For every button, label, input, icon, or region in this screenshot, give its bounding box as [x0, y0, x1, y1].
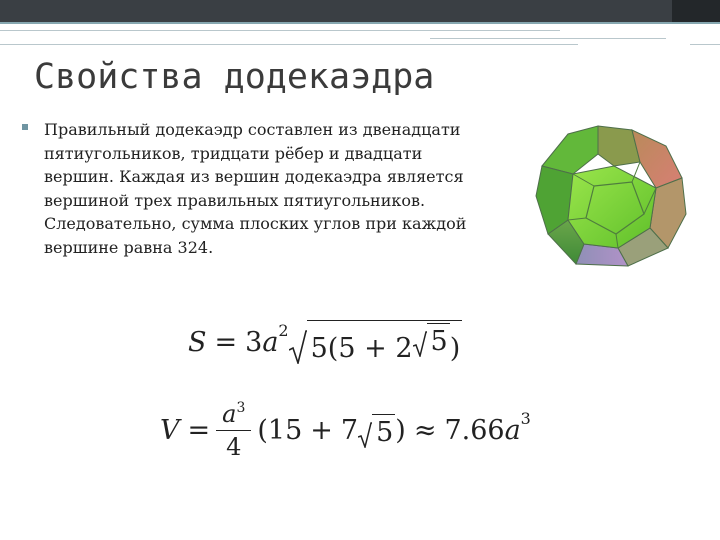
formula-v-num-var: a — [222, 400, 237, 428]
formula-s-lhs: S — [188, 326, 207, 358]
formula-s-sqrt — [289, 320, 463, 364]
formula-s-paren-close: ) — [449, 333, 461, 364]
formula-v-five: 5 — [372, 414, 395, 448]
dodecahedron-image — [528, 116, 694, 276]
bullet-item — [22, 118, 522, 259]
formula-v-paren-close: ) — [395, 415, 406, 446]
formula-v-paren-open: ( — [257, 415, 268, 446]
formula-v-fifteen: 15 — [267, 415, 303, 446]
formula-s-five3: 5 — [427, 323, 450, 357]
formula-s-inner-sqrt — [413, 323, 450, 357]
formula-volume — [160, 400, 531, 461]
formula-v-lhs: V — [160, 415, 180, 446]
decor-line-2 — [430, 38, 666, 39]
formula-v-sqrt — [358, 414, 395, 448]
formula-s-coef: 3 — [245, 326, 263, 358]
formula-s-plus: + — [364, 333, 387, 364]
formula-s-five2: 5 — [338, 333, 356, 364]
formula-s-two: 2 — [395, 333, 413, 364]
top-band-shade — [672, 0, 720, 22]
formula-v-den: 4 — [226, 433, 242, 461]
formula-s-var: a — [262, 326, 279, 358]
formula-v-eq: = — [187, 415, 211, 446]
formula-v-approx: ≈ — [413, 415, 437, 446]
formula-v-fraction — [216, 400, 251, 461]
bullet-marker — [22, 124, 28, 130]
sqrt-sign-icon — [289, 330, 307, 364]
formula-v-plus: + — [310, 415, 333, 446]
sqrt-sign-small-icon — [358, 422, 372, 448]
formula-v-value: 7.66 — [444, 415, 505, 446]
formula-s-exp: 2 — [278, 320, 289, 340]
sqrt-sign-small-icon — [413, 331, 427, 357]
formula-surface — [188, 320, 462, 364]
formula-v-num-exp: 3 — [236, 400, 246, 416]
formula-v-exp: 3 — [520, 409, 531, 428]
decor-line-1 — [0, 30, 560, 31]
formula-s-paren-open: ( — [327, 333, 339, 364]
accent-line — [0, 22, 720, 24]
formula-v-seven: 7 — [340, 415, 359, 446]
slide-title: Свойства додекаэдра — [34, 57, 435, 97]
formula-s-five: 5 — [310, 333, 328, 364]
decor-line-3 — [0, 44, 578, 45]
formula-s-eq: = — [214, 326, 238, 358]
top-band — [0, 0, 720, 22]
decor-line-4 — [690, 44, 720, 45]
face-top-left — [542, 126, 598, 174]
bullet-text: Правильный додекаэдр составлен из двенадцати пятиугольников, тридцати рёбер и двадцати вершин. Каждая из вершин додекаэдра является вершиной трех правильных пятиугольников. Следовательно, сумма плоских углов при каждой вершине равна 324. — [44, 120, 467, 257]
formula-v-var: a — [504, 415, 521, 446]
